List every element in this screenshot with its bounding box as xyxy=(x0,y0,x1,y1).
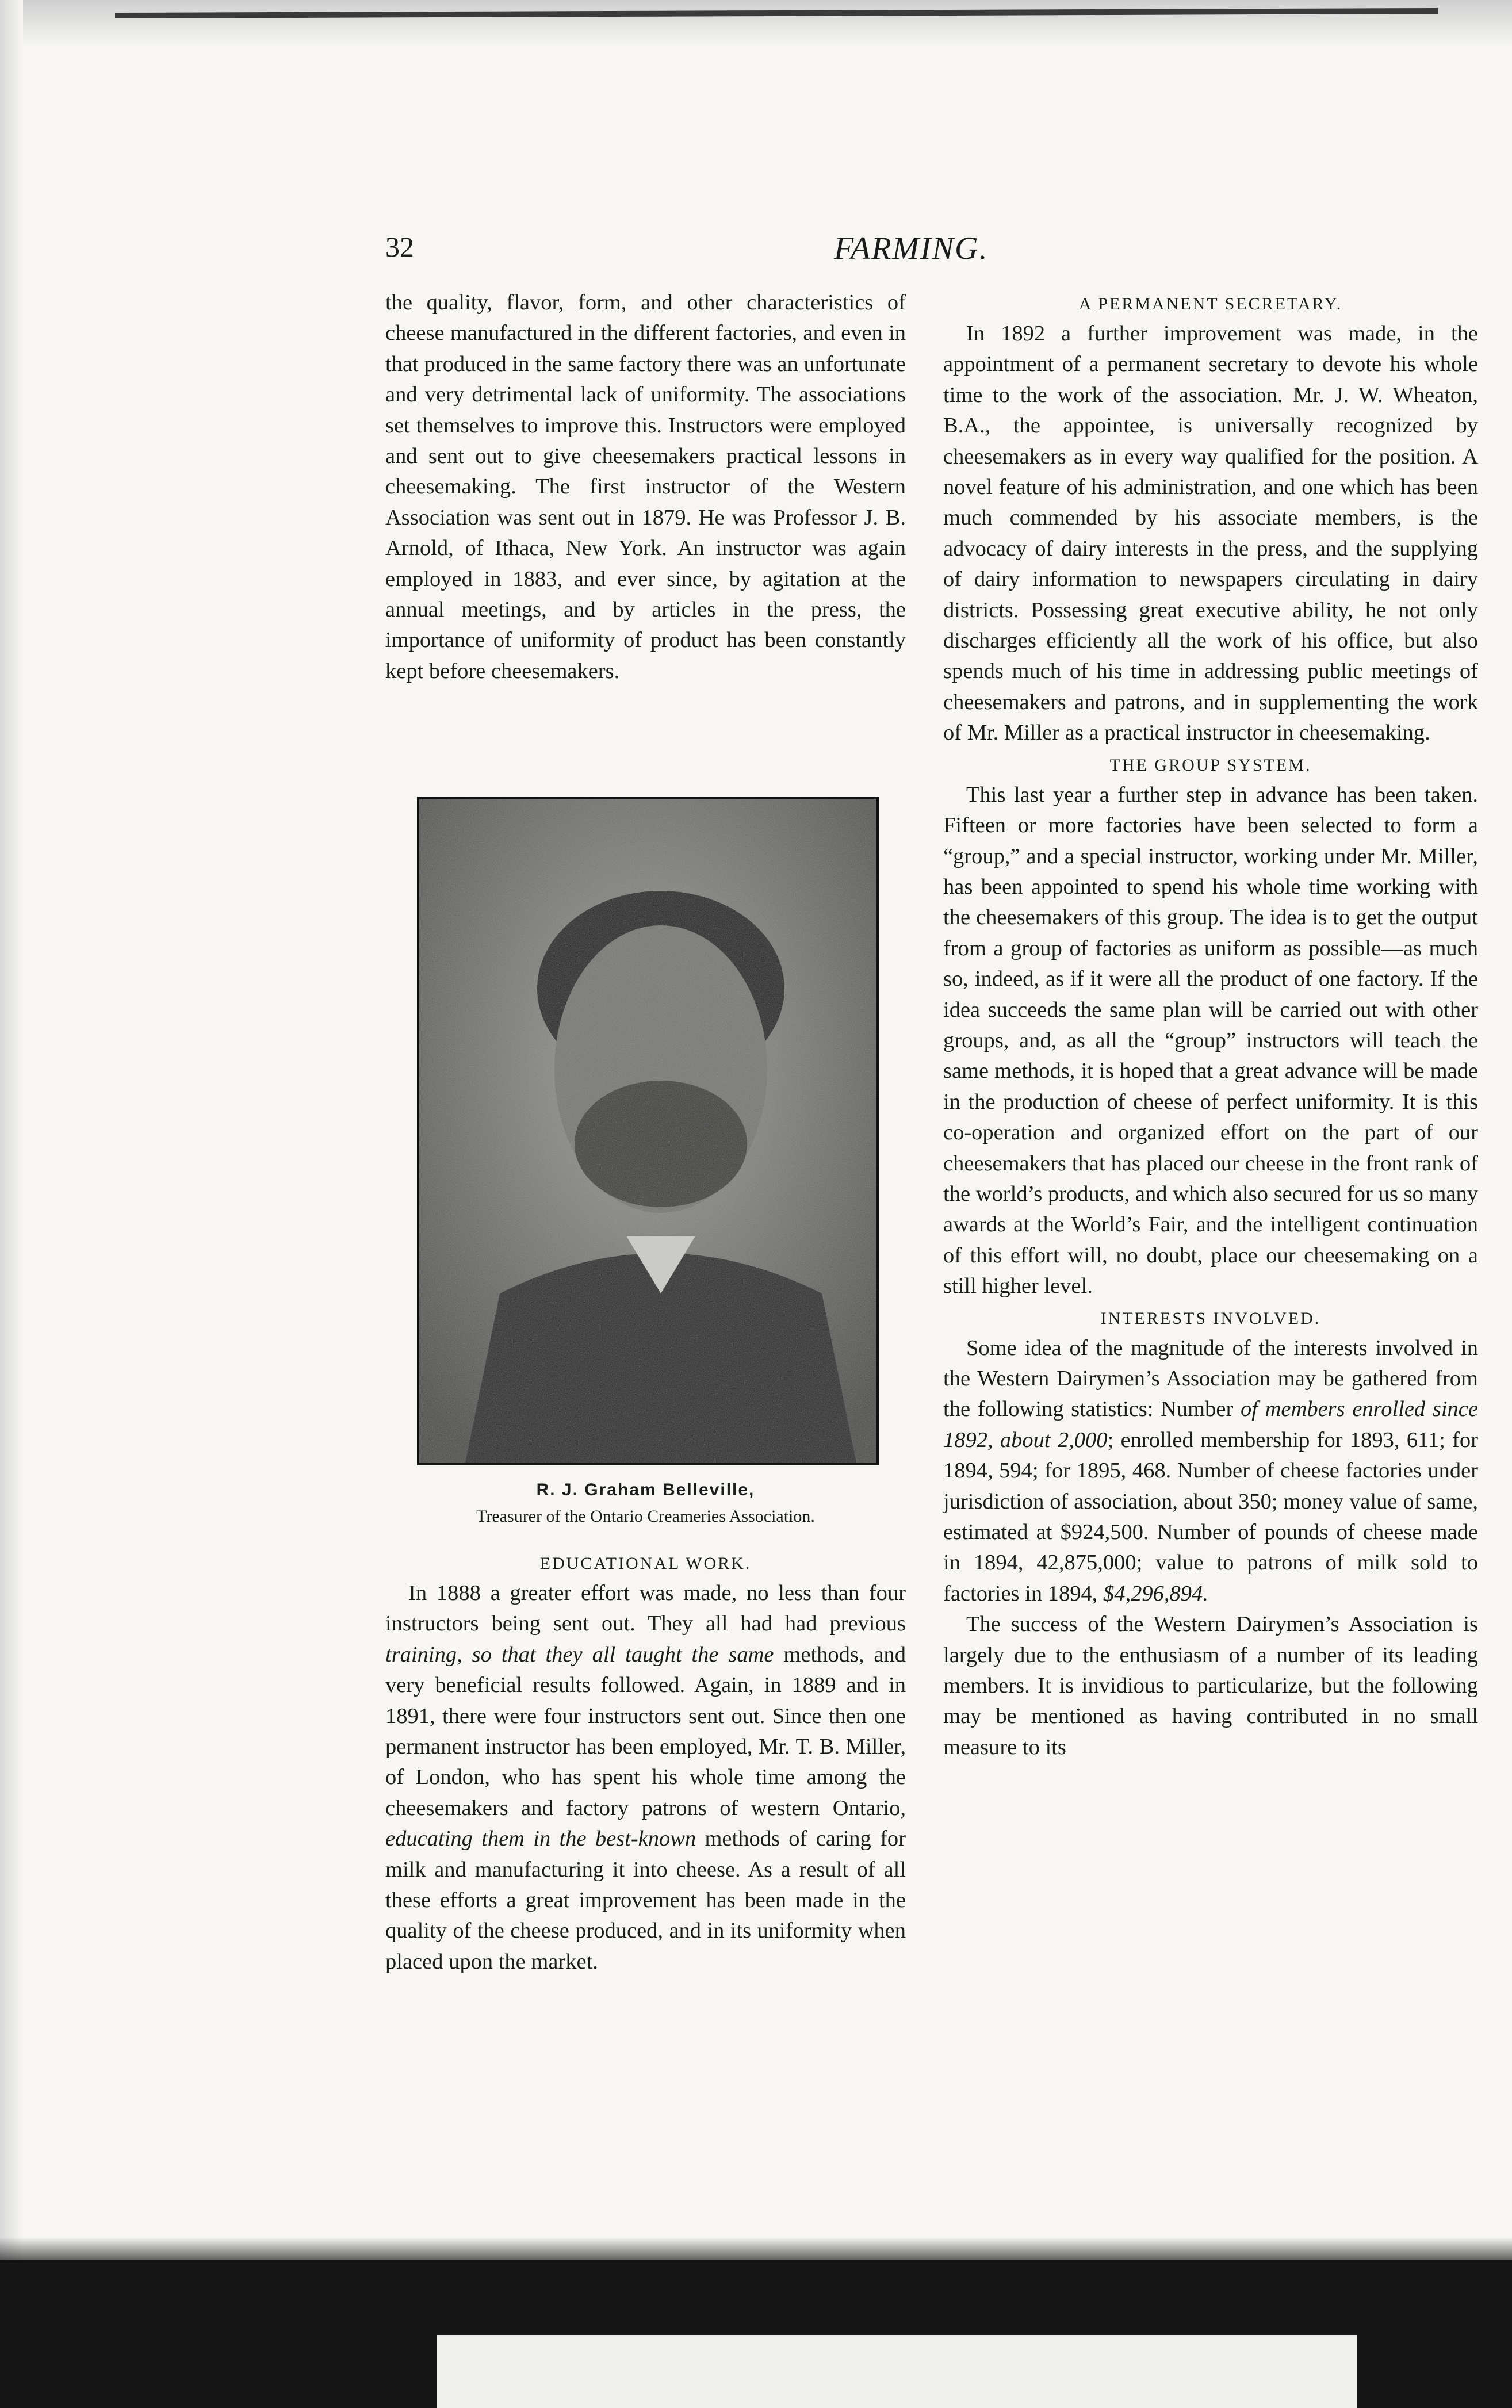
page-header xyxy=(385,230,1478,276)
right-paragraph-2: This last year a further step in advance has been taken. Fifteen or more factories have been selected to form a “group,” and a special instructor, working under Mr. Miller, has been appointed to spend his whole time working with the cheesemakers of this group. The idea is to get the output from a group of factories as uniform as possible—as much so, indeed, as if it were all the product of one factory. If the idea succeeds the same plan will be carried out with other groups, and, as all the “group” instructors will teach the same methods, it is hoped that a great advance will be made in the production of cheese of perfect uniformity. It is this co-operation and organized effort on the part of our cheesemakers that has placed our cheese in the front rank of the world’s products, and which also secured for us so many awards at the World’s Fair, and the intelligent continuation of this effort will, no doubt, place our cheesemaking on a still higher level. xyxy=(943,782,1478,1299)
left-column xyxy=(385,288,906,687)
left-paragraph-1: the quality, flavor, form, and other characteristics of cheese manufactured in the different factories, and even in that produced in the same factory there was an unfortunate and very detrimental lack of uniformity. The associations set themselves to improve this. Instructors were employed and sent out to give cheesemakers practical lessons in cheesemaking. The first instructor of the Western Association was sent out in 1879. He was Professor J. B. Arnold, of Ithaca, New York. An instructor was again employed in 1883, and ever since, by agitation at the annual meetings, and by articles in the press, the importance of uniformity of product has been constantly kept before cheesemakers. xyxy=(385,290,906,683)
running-title: FARMING. xyxy=(834,231,989,266)
scan-left-edge xyxy=(0,0,23,2408)
educational-paragraph: In 1888 a greater effort was made, no less than four instructors being sent out. They all had had previous training, so that they all taught the same methods, and very beneficial results followed. Again, in 1889 and in 1891, there were four instructors sent out. Since then one permanent instructor has been employed, Mr. T. B. Miller, of London, who has spent his whole time among the cheesemakers and factory patrons of western Ontario, educating them in the best-known methods of caring for milk and manufacturing it into cheese. As a result of all these efforts a great improvement has been made in the quality of the cheese produced, and in its uniformity when placed upon the market. xyxy=(385,1581,906,1974)
heading-permanent-secretary: A PERMANENT SECRETARY. xyxy=(1078,294,1343,313)
portrait-photo xyxy=(417,797,879,1465)
caption-name: R. J. Graham Belleville, xyxy=(536,1480,755,1499)
scan-top-edge xyxy=(0,0,1512,46)
heading-group-system: THE GROUP SYSTEM. xyxy=(1109,755,1312,775)
page-number: 32 xyxy=(385,231,414,263)
heading-educational-work: EDUCATIONAL WORK. xyxy=(539,1554,752,1573)
caption-title: Treasurer of the Ontario Creameries Association. xyxy=(476,1507,815,1526)
educational-work-section xyxy=(385,1547,906,1977)
scan-bottom-light xyxy=(437,2335,1357,2408)
portrait-caption xyxy=(385,1477,906,1530)
right-column xyxy=(943,288,1478,1763)
right-paragraph-1: In 1892 a further improvement was made, in the appointment of a permanent secretary to devote his whole time to the work of the association. Mr. J. W. Wheaton, B.A., the appointee, is universally recognized by cheesemakers as in every way qualified for the position. A novel feature of his administration, and one which has been much commended by his associate members, is the advocacy of dairy interests in the press, and the supplying of dairy information to newspapers circulating in dairy districts. Possessing great executive ability, he not only discharges efficiently all the work of his office, but also spends much of his time in addressing public meetings of cheesemakers and patrons, and in supplementing the work of Mr. Miller as a practical instructor in cheesemaking. xyxy=(943,321,1478,745)
right-paragraph-3: Some idea of the magnitude of the interests involved in the Western Dairymen’s Association may be gathered from the following statistics: Number of members enrolled since 1892, about 2,000; enrolled membership for 1893, 611; for 1894, 594; for 1895, 468. Number of cheese factories under jurisdiction of association, about 350; money value of same, estimated at $924,500. Number of pounds of cheese made in 1894, 42,875,000; value to patrons of milk sold to factories in 1894, $4,296,894. xyxy=(943,1335,1478,1606)
heading-interests-involved: INTERESTS INVOLVED. xyxy=(1100,1308,1321,1328)
right-paragraph-4: The success of the Western Dairymen’s Association is largely due to the enthusiasm of a number of its leading members. It is invidious to particularize, but the following may be mentioned as having contributed in no small measure to its xyxy=(943,1612,1478,1759)
